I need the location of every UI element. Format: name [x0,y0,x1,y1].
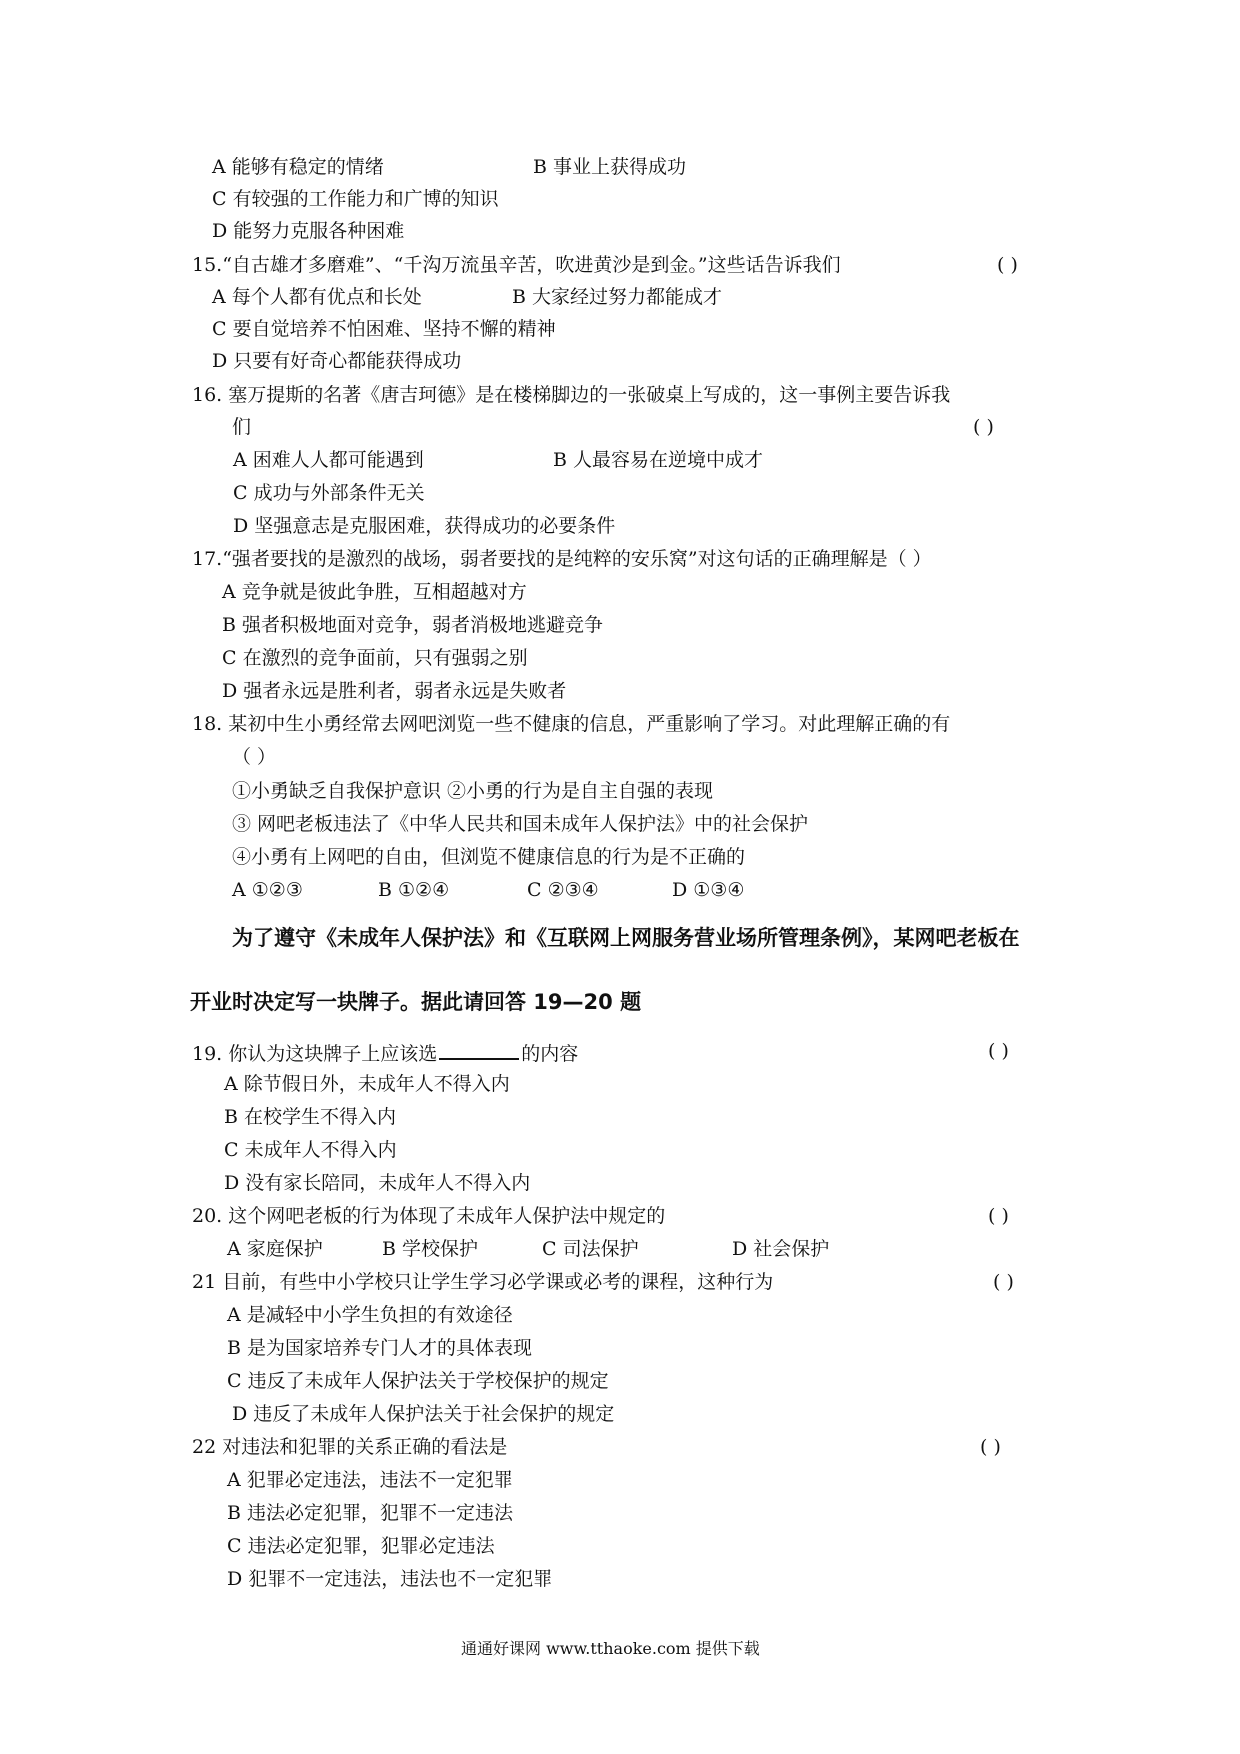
q22-option-c: C 违法必定犯罪，犯罪必定违法 [227,1535,495,1557]
q21-stem: 21 目前，有些中小学校只让学生学习必学课或必考的课程，这种行为 [192,1271,774,1293]
q14-option-a: A 能够有稳定的情绪 [212,156,384,178]
q16-answer-paren: ( ) [973,416,994,438]
q14-option-c: C 有较强的工作能力和广博的知识 [212,188,499,210]
q20-option-d: D 社会保护 [732,1238,830,1260]
q22-option-a: A 犯罪必定违法，违法不一定犯罪 [227,1469,513,1491]
q15-option-a: A 每个人都有优点和长处 [212,286,422,308]
q16-option-c: C 成功与外部条件无关 [233,482,425,504]
q15-option-d: D 只要有好奇心都能获得成功 [212,350,462,372]
q15-stem: 15.“自古雄才多磨难”、“千沟万流虽辛苦，吹进黄沙是到金。”这些话告诉我们 [192,254,841,276]
q19-option-d: D 没有家长陪同，未成年人不得入内 [224,1172,531,1194]
q19-option-b: B 在校学生不得入内 [224,1106,397,1128]
passage-line2: 开业时决定写一块牌子。据此请回答 19—20 题 [190,990,642,1014]
q18-option-d: D ①③④ [672,879,745,901]
q20-answer-paren: ( ) [988,1205,1009,1227]
q19-answer-paren: ( ) [988,1040,1009,1062]
q20-option-c: C 司法保护 [542,1238,639,1260]
q15-answer-paren: ( ) [997,254,1018,276]
q19-stem [192,1042,578,1064]
q21-option-d: D 违反了未成年人保护法关于社会保护的规定 [232,1403,615,1425]
q19-stem-pre: 19. 你认为这块牌子上应该选 [192,1043,438,1065]
q17-stem: 17.“强者要找的是激烈的战场，弱者要找的是纯粹的安乐窝”对这句话的正确理解是（ ） [192,548,932,570]
q20-option-a: A 家庭保护 [227,1238,323,1260]
q18-statements-1-2: ①小勇缺乏自我保护意识 ②小勇的行为是自主自强的表现 [232,780,714,802]
q20-option-b: B 学校保护 [382,1238,479,1260]
q20-stem: 20. 这个网吧老板的行为体现了未成年人保护法中规定的 [192,1205,666,1227]
q17-option-b: B 强者积极地面对竞争，弱者消极地逃避竞争 [222,614,604,636]
q16-option-a: A 困难人人都可能遇到 [233,449,424,471]
q18-option-a: A ①②③ [232,879,303,901]
q16-option-d: D 坚强意志是克服困难，获得成功的必要条件 [233,515,616,537]
q22-answer-paren: ( ) [980,1436,1001,1458]
q17-option-d: D 强者永远是胜利者，弱者永远是失败者 [222,680,567,702]
q19-option-c: C 未成年人不得入内 [224,1139,397,1161]
q18-option-b: B ①②④ [378,879,450,901]
q16-stem-line1: 16. 塞万提斯的名著《唐吉珂德》是在楼梯脚边的一张破桌上写成的，这一事例主要告诉我 [192,384,951,406]
q19-stem-post: 的内容 [521,1043,579,1065]
q19-option-a: A 除节假日外，未成年人不得入内 [224,1073,510,1095]
q21-answer-paren: ( ) [993,1271,1014,1293]
q14-option-d: D 能努力克服各种困难 [212,220,405,242]
q21-option-b: B 是为国家培养专门人才的具体表现 [227,1337,533,1359]
q17-option-a: A 竞争就是彼此争胜，互相超越对方 [222,581,527,603]
q19-blank [439,1042,519,1060]
q22-option-b: B 违法必定犯罪，犯罪不一定违法 [227,1502,514,1524]
q16-option-b: B 人最容易在逆境中成才 [553,449,764,471]
q18-stem-line1: 18. 某初中生小勇经常去网吧浏览一些不健康的信息，严重影响了学习。对此理解正确的有 [192,713,951,735]
q18-statement-3: ③ 网吧老板违法了《中华人民共和国未成年人保护法》中的社会保护 [232,813,809,835]
q18-answer-paren: （ ） [232,746,277,768]
q21-option-c: C 违反了未成年人保护法关于学校保护的规定 [227,1370,609,1392]
page-footer: 通通好课网 www.tthaoke.com 提供下载 [461,1639,760,1658]
q15-option-b: B 大家经过努力都能成才 [512,286,723,308]
q21-option-a: A 是减轻中小学生负担的有效途径 [227,1304,513,1326]
q17-option-c: C 在激烈的竞争面前，只有强弱之别 [222,647,528,669]
passage-line1: 为了遵守《未成年人保护法》和《互联网上网服务营业场所管理条例》，某网吧老板在 [232,926,1020,950]
q18-option-c: C ②③④ [527,879,599,901]
q15-option-c: C 要自觉培养不怕困难、坚持不懈的精神 [212,318,556,340]
q18-statement-4: ④小勇有上网吧的自由，但浏览不健康信息的行为是不正确的 [232,846,746,868]
q22-stem: 22 对违法和犯罪的关系正确的看法是 [192,1436,508,1458]
q14-option-b: B 事业上获得成功 [533,156,687,178]
q16-stem-line2: 们 [232,416,252,438]
q22-option-d: D 犯罪不一定违法，违法也不一定犯罪 [227,1568,553,1590]
